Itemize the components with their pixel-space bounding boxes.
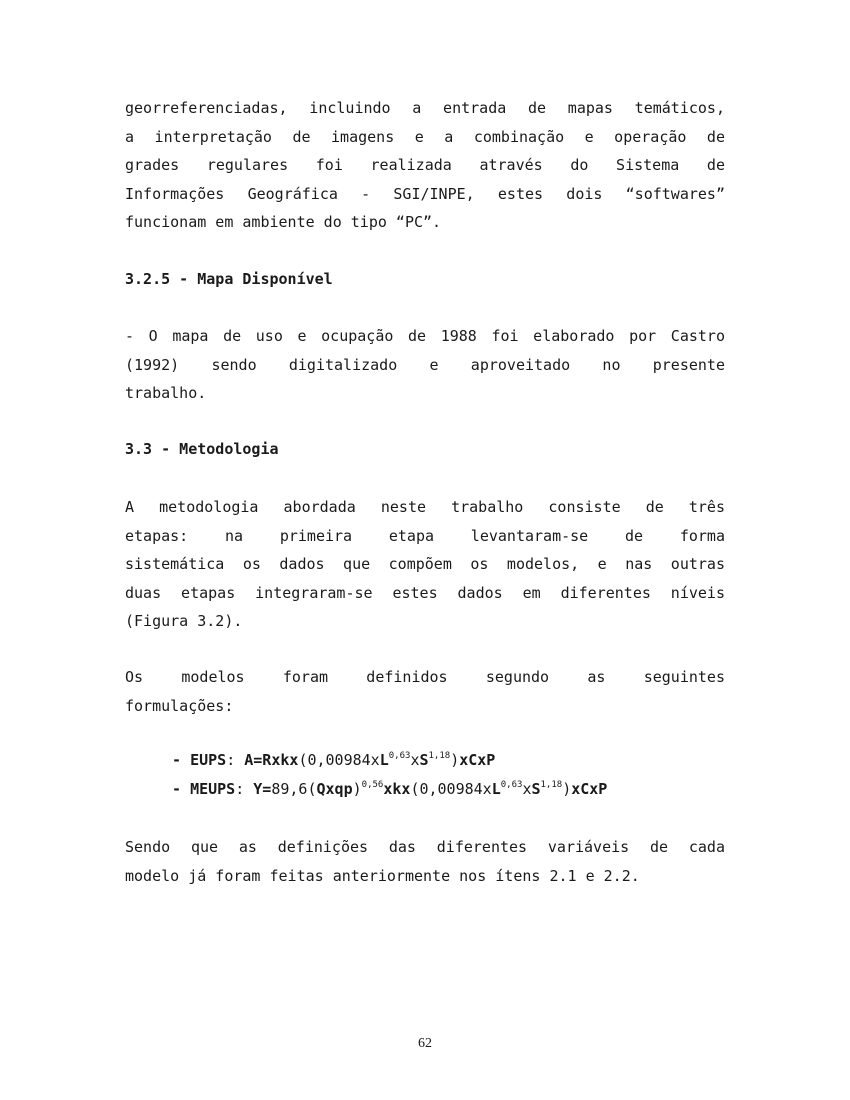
text-line: modelo já foram feitas anteriormente nos ítens 2.1 e 2.2. xyxy=(125,866,640,885)
formula-var-s: S xyxy=(531,780,541,798)
formula-lhs: Y= xyxy=(253,780,272,798)
formula-eups xyxy=(172,745,495,775)
text-line: formulações: xyxy=(125,696,234,715)
text-line: funcionam em ambiente do tipo “PC”. xyxy=(125,213,442,232)
formula-dash: - xyxy=(172,751,191,769)
formula-times: x xyxy=(522,780,532,798)
formula-close: ) xyxy=(562,780,572,798)
formula-exponent: 1,18 xyxy=(540,780,563,790)
formula-mid: (0,00984x xyxy=(410,780,492,798)
formula-xkx: xkx xyxy=(383,780,411,798)
formula-exponent: 0,63 xyxy=(500,780,523,790)
formula-name: MEUPS xyxy=(190,780,236,798)
paragraph-models xyxy=(125,663,725,720)
text-line: trabalho. xyxy=(125,384,207,403)
section-title: 3.3 - Metodologia xyxy=(125,440,279,458)
text-line: etapas: na primeira etapa levantaram-se de forma xyxy=(125,526,725,545)
text-line: duas etapas integraram-se estes dados em diferentes níveis xyxy=(125,583,725,602)
formula-times: x xyxy=(410,751,420,769)
text-line: - O mapa de uso e ocupação de 1988 foi elaborado por Castro xyxy=(125,327,725,345)
formula-exponent: 0,56 xyxy=(361,780,384,790)
page-number: 62 xyxy=(418,1036,432,1051)
text-line: a interpretação de imagens e a combinação e operação de xyxy=(125,127,725,146)
formula-var-l: L xyxy=(379,751,389,769)
formula-var-l: L xyxy=(491,780,501,798)
paragraph-definitions xyxy=(125,833,725,890)
section-heading-3-3 xyxy=(125,435,725,464)
formula-exponent: 0,63 xyxy=(388,751,411,761)
paragraph-methodology xyxy=(125,493,725,636)
formula-colon: : xyxy=(235,780,254,798)
text-line: grades regulares foi realizada através do Sistema de xyxy=(125,156,725,175)
formula-colon: : xyxy=(226,751,245,769)
paragraph-gis-software xyxy=(125,94,725,237)
text-line: Informações Geográfica - SGI/INPE, estes dois “softwares” xyxy=(125,184,725,203)
formula-end: xCxP xyxy=(571,780,608,798)
formula-q: Qxqp xyxy=(316,780,353,798)
formula-var-s: S xyxy=(419,751,429,769)
text-line: A metodologia abordada neste trabalho consiste de três xyxy=(125,498,725,516)
text-line: georreferenciadas, incluindo a entrada de mapas temáticos, xyxy=(125,99,725,117)
formula-close: ) xyxy=(352,780,362,798)
section-heading-3-2-5 xyxy=(125,265,725,294)
formula-coef: 89,6 xyxy=(271,780,308,798)
text-line: (Figura 3.2). xyxy=(125,612,243,631)
formula-meups xyxy=(172,774,607,804)
section-title: 3.2.5 - Mapa Disponível xyxy=(125,270,333,288)
formula-close: ) xyxy=(450,751,460,769)
formula-open: ( xyxy=(307,780,317,798)
formula-lhs: A=Rxkx xyxy=(244,751,299,769)
text-line: Sendo que as definições das diferentes variáveis de cada xyxy=(125,838,725,856)
formula-end: xCxP xyxy=(459,751,496,769)
formula-name: EUPS xyxy=(190,751,227,769)
text-line: (1992) sendo digitalizado e aproveitado no presente xyxy=(125,355,725,374)
text-line: Os modelos foram definidos segundo as seguintes xyxy=(125,668,725,686)
text-line: sistemática os dados que compõem os modelos, e nas outras xyxy=(125,555,725,574)
paragraph-available-map xyxy=(125,322,725,408)
formula-exponent: 1,18 xyxy=(428,751,451,761)
formula-dash: - xyxy=(172,780,191,798)
formula-mid: (0,00984x xyxy=(298,751,380,769)
